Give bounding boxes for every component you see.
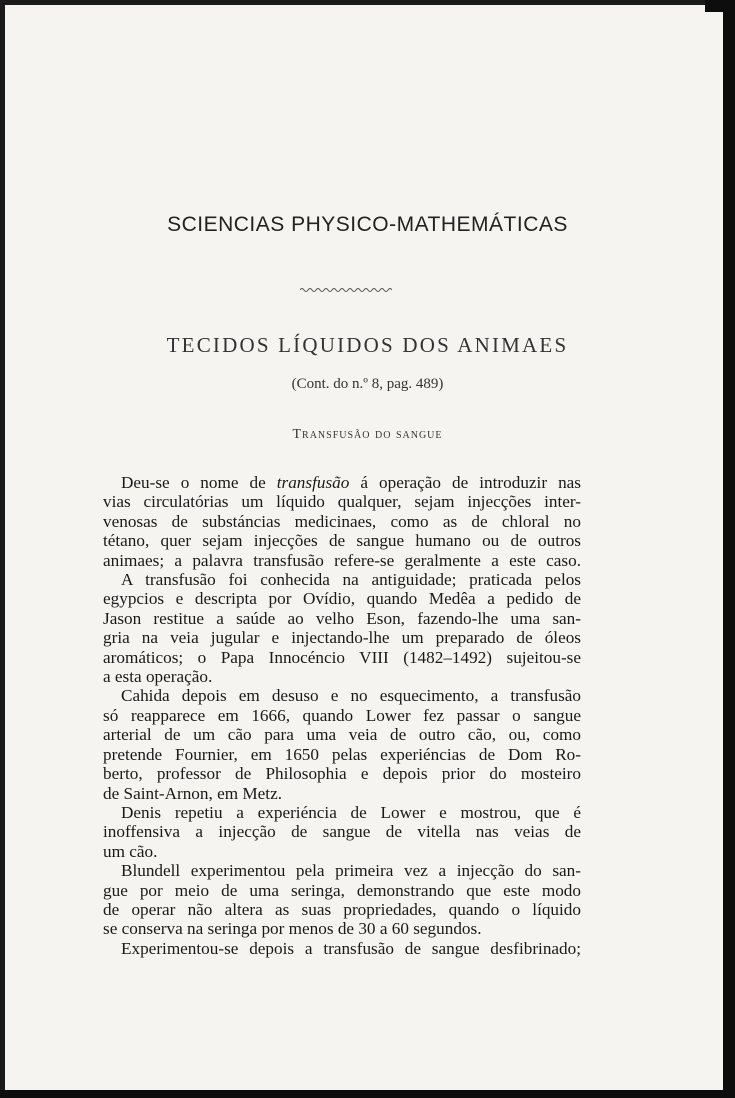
body-line: arterial de um cão para uma veia de outro cão, ou, como: [103, 725, 581, 745]
scan-border-right: [723, 0, 735, 1098]
body-line: se conserva na seringa por menos de 30 a 60 segundos.: [103, 919, 482, 939]
body-line: de operar não altera as suas propriedades, quando o líquido: [103, 899, 581, 919]
subheading: Transfusão do sangue: [292, 427, 443, 442]
body-line: berto, professor de Philosophia e depois prior do mosteiro: [103, 764, 581, 784]
body-line: aromáticos; o Papa Innocéncio VIII (1482–1492) sujeitou-se: [103, 647, 581, 667]
body-line: A transfusão foi conhecida na antiguidade; praticada pelos: [121, 570, 581, 590]
body-line: gria na veia jugular e injectando-lhe um preparado de óleos: [103, 628, 581, 648]
body-line: vias circulatórias um líquido qualquer, sejam injecções inter-: [103, 492, 581, 512]
body-line: Blundell experimentou pela primeira vez a injecção do san-: [121, 861, 581, 881]
scan-corner: [705, 0, 735, 12]
body-line: Cahida depois em desuso e no esquecimento, a transfusão: [121, 686, 581, 706]
scan-border-bottom: [0, 1090, 735, 1098]
article-title: TECIDOS LÍQUIDOS DOS ANIMAES: [166, 333, 569, 357]
body-line: de Saint-Arnon, em Metz.: [103, 783, 282, 803]
article-body: [103, 473, 581, 958]
body-line: egypcios e descripta por Ovídio, quando Medêa a pedido de: [103, 589, 581, 609]
body-line: a esta operação.: [103, 667, 213, 687]
scan-border-left: [0, 0, 5, 1098]
body-line: Jason restitue a saúde ao velho Eson, fazendo-lhe uma san-: [103, 608, 581, 628]
body-line: só reapparece em 1666, quando Lower fez passar o sangue: [103, 705, 581, 725]
body-line: Experimentou-se depois a transfusão de sangue desfibrinado;: [121, 938, 581, 958]
ornament-rule: [300, 286, 392, 294]
body-line: Denis repetiu a experiéncia de Lower e mostrou, que é: [121, 802, 581, 822]
body-line: venosas de substáncias medicinaes, como as de chloral no: [103, 511, 581, 531]
section-title: SCIENCIAS PHYSICO-MATHEMÁTICAS: [167, 213, 568, 236]
body-line: animaes; a palavra transfusão refere-se geralmente a este caso.: [103, 550, 581, 570]
body-line: pretende Fournier, em 1650 pelas experiéncias de Dom Ro-: [103, 744, 581, 764]
body-line: Deu-se o nome de transfusão á operação de introduzir nas: [121, 473, 581, 492]
body-line: tétano, quer sejam injecções de sangue humano ou de outros: [103, 531, 581, 551]
body-line: inoffensiva a injecção de sangue de vitella nas veias de: [103, 822, 581, 842]
body-line: um cão.: [103, 841, 158, 861]
continuation-note: (Cont. do n.º 8, pag. 489): [291, 376, 444, 392]
scan-border-top: [0, 0, 735, 5]
body-line: gue por meio de uma seringa, demonstrando que este modo: [103, 880, 581, 900]
